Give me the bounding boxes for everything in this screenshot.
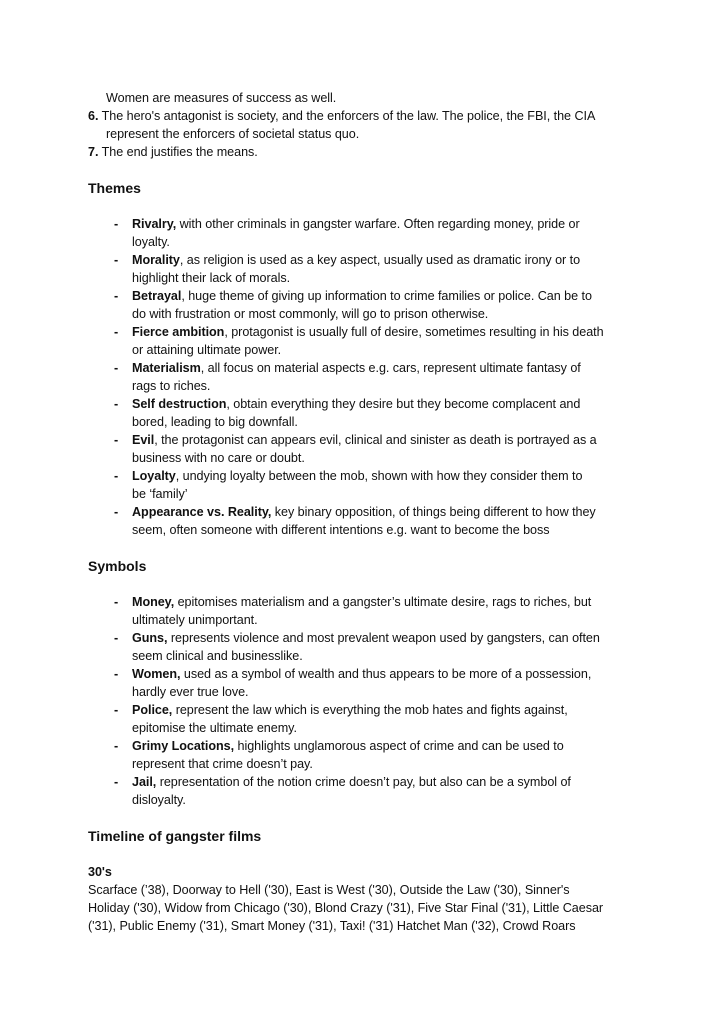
- bullet-dash: -: [114, 361, 119, 375]
- bullet-dash: -: [114, 667, 119, 681]
- bullet-dash: -: [114, 469, 119, 483]
- bullet-dash: -: [114, 253, 119, 267]
- themes-item-cont: highlight their lack of morals.: [132, 271, 291, 285]
- themes-item: [132, 251, 580, 269]
- themes-item: [132, 503, 596, 521]
- decade-label: 30's: [88, 865, 112, 879]
- themes-item: [132, 215, 580, 233]
- bullet-dash: -: [114, 595, 119, 609]
- item-number: 7.: [88, 145, 99, 159]
- term-label: Jail,: [132, 775, 157, 789]
- timeline-line: Scarface (’38), Doorway to Hell ('30), East is West ('30), Outside the Law ('30), Sinner's: [88, 883, 570, 897]
- bullet-dash: -: [114, 433, 119, 447]
- term-label: Morality: [132, 253, 180, 267]
- symbols-item-cont: epitomise the ultimate enemy.: [132, 721, 297, 735]
- themes-heading: Themes: [88, 180, 141, 196]
- themes-item: [132, 359, 581, 377]
- term-description: highlights unglamorous aspect of crime and can be used to: [234, 739, 564, 753]
- symbols-item: [132, 665, 591, 683]
- themes-item-cont: rags to riches.: [132, 379, 211, 393]
- themes-item-cont: seem, often someone with different intentions e.g. want to become the boss: [132, 523, 550, 537]
- bullet-dash: -: [114, 289, 119, 303]
- symbols-item-cont: ultimately unimportant.: [132, 613, 258, 627]
- term-description: , protagonist is usually full of desire, sometimes resulting in his death: [224, 325, 604, 339]
- themes-item: [132, 431, 597, 449]
- themes-item-cont: loyalty.: [132, 235, 170, 249]
- term-description: , as religion is used as a key aspect, usually used as dramatic irony or to: [179, 253, 581, 267]
- item-text: The hero's antagonist is society, and the enforcers of the law. The police, the FBI, the CIA: [98, 109, 596, 123]
- symbols-item-cont: seem clinical and businesslike.: [132, 649, 303, 663]
- symbols-item-cont: hardly ever true love.: [132, 685, 249, 699]
- symbols-item-cont: disloyalty.: [132, 793, 186, 807]
- timeline-line: ('31), Public Enemy ('31), Smart Money ('31), Taxi! ('31) Hatchet Man ('32), Crowd Roars: [88, 919, 576, 933]
- term-label: Police,: [132, 703, 173, 717]
- themes-item-cont: do with frustration or most commonly, will go to prison otherwise.: [132, 307, 489, 321]
- term-description: represent the law which is everything the mob hates and fights against,: [172, 703, 568, 717]
- symbols-item-cont: represent that crime doesn’t pay.: [132, 757, 313, 771]
- term-label: Guns,: [132, 631, 168, 645]
- intro-line: Women are measures of success as well.: [106, 91, 337, 105]
- term-description: , undying loyalty between the mob, shown with how they consider them to: [175, 469, 583, 483]
- themes-item: [132, 395, 580, 413]
- list-item-6: [88, 107, 595, 125]
- term-label: Money,: [132, 595, 175, 609]
- symbols-item: [132, 701, 568, 719]
- term-description: , all focus on material aspects e.g. cars, represent ultimate fantasy of: [200, 361, 581, 375]
- bullet-dash: -: [114, 631, 119, 645]
- term-description: represents violence and most prevalent weapon used by gangsters, can often: [167, 631, 600, 645]
- symbols-item: [132, 629, 600, 647]
- timeline-heading: Timeline of gangster films: [88, 828, 262, 844]
- symbols-heading: Symbols: [88, 558, 147, 574]
- themes-item-cont: business with no care or doubt.: [132, 451, 305, 465]
- term-description: , obtain everything they desire but they become complacent and: [226, 397, 581, 411]
- term-label: Self destruction: [132, 397, 227, 411]
- themes-item-cont: bored, leading to big downfall.: [132, 415, 298, 429]
- term-label: Evil: [132, 433, 155, 447]
- bullet-dash: -: [114, 739, 119, 753]
- themes-item-cont: or attaining ultimate power.: [132, 343, 282, 357]
- item-text: The end justifies the means.: [98, 145, 258, 159]
- term-label: Fierce ambition: [132, 325, 225, 339]
- term-label: Women,: [132, 667, 181, 681]
- symbols-item: [132, 737, 564, 755]
- list-item-7: [88, 143, 258, 161]
- bullet-dash: -: [114, 505, 119, 519]
- themes-item-cont: be ‘family’: [132, 487, 188, 501]
- term-description: representation of the notion crime doesn’t pay, but also can be a symbol of: [156, 775, 571, 789]
- term-description: with other criminals in gangster warfare. Often regarding money, pride or: [176, 217, 580, 231]
- bullet-dash: -: [114, 775, 119, 789]
- timeline-line: Holiday ('30), Widow from Chicago ('30), Blond Crazy ('31), Five Star Final ('31), Little Caesar: [88, 901, 604, 915]
- term-description: epitomises materialism and a gangster’s ultimate desire, rags to riches, but: [174, 595, 592, 609]
- term-label: Materialism: [132, 361, 201, 375]
- term-label: Appearance vs. Reality,: [132, 505, 272, 519]
- bullet-dash: -: [114, 217, 119, 231]
- item-number: 6.: [88, 109, 99, 123]
- bullet-dash: -: [114, 397, 119, 411]
- term-label: Rivalry,: [132, 217, 177, 231]
- list-item-6-cont: represent the enforcers of societal status quo.: [106, 127, 360, 141]
- themes-item: [132, 467, 582, 485]
- term-description: , the protagonist can appears evil, clinical and sinister as death is portrayed as a: [154, 433, 597, 447]
- symbols-item: [132, 773, 571, 791]
- bullet-dash: -: [114, 325, 119, 339]
- symbols-item: [132, 593, 591, 611]
- themes-item: [132, 323, 604, 341]
- themes-item: [132, 287, 592, 305]
- term-label: Loyalty: [132, 469, 176, 483]
- term-label: Grimy Locations,: [132, 739, 235, 753]
- term-description: , huge theme of giving up information to crime families or police. Can be to: [181, 289, 592, 303]
- term-description: key binary opposition, of things being different to how they: [271, 505, 596, 519]
- term-description: used as a symbol of wealth and thus appears to be more of a possession,: [180, 667, 592, 681]
- bullet-dash: -: [114, 703, 119, 717]
- term-label: Betrayal: [132, 289, 182, 303]
